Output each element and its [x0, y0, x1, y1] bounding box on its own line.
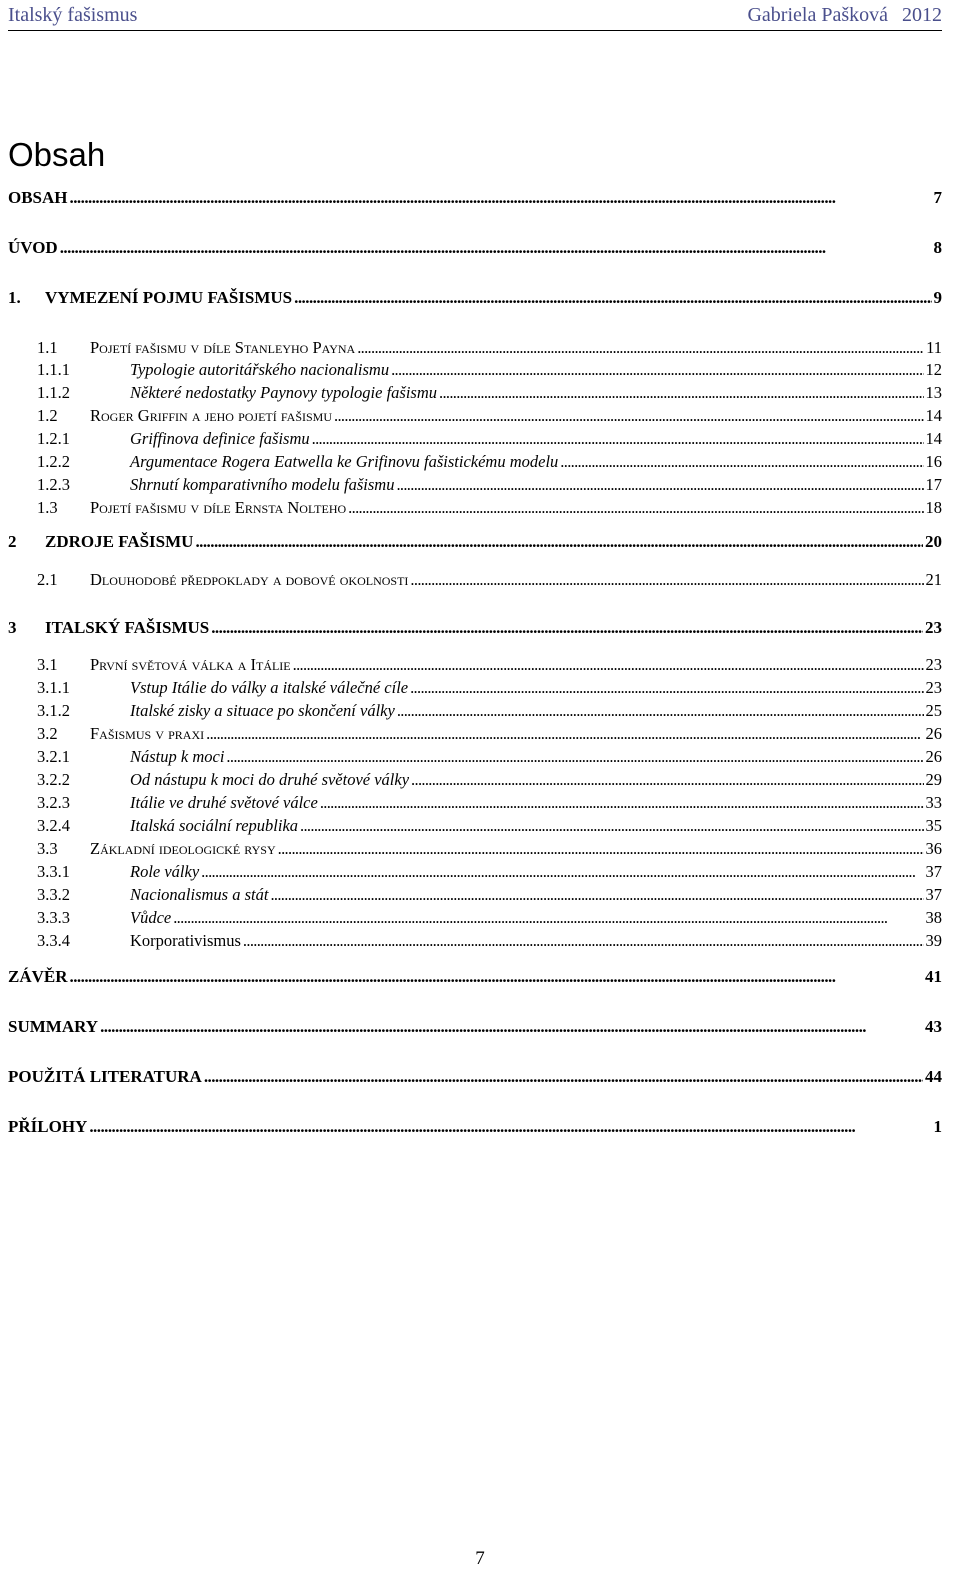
toc-entry[interactable]: [8, 967, 942, 987]
toc-entry-number: 3.1: [37, 655, 58, 674]
toc-leader: [439, 383, 924, 403]
toc-entry-number: 3.2.2: [37, 770, 70, 789]
toc-leader: [70, 967, 923, 987]
toc-entry-page: 9: [933, 288, 942, 307]
toc-entry-number: 1.2.2: [37, 452, 70, 471]
toc-entry-page: 39: [925, 931, 942, 950]
toc-entry-title: VYMEZENÍ POJMU FAŠISMUS: [45, 288, 293, 307]
toc-entry-page: 33: [925, 793, 942, 812]
toc-entry-page: 20: [925, 532, 942, 551]
toc-entry-number: 3.2.3: [37, 793, 70, 812]
toc-entry-title: ZÁVĚR: [8, 967, 68, 986]
toc-entry-title: Vůdce: [130, 908, 172, 927]
toc-entry[interactable]: [8, 1017, 942, 1037]
toc-entry-page: 11: [926, 338, 942, 357]
toc-entry-page: 44: [925, 1067, 942, 1086]
toc-entry-number: 3.3.4: [37, 931, 70, 950]
toc-entry-title: Griffinova definice fašismu: [130, 429, 310, 448]
toc-entry-title: Roger Griffin a jeho pojetí fašismu: [90, 406, 333, 425]
toc-entry-title: Základní ideologické rysy: [90, 839, 276, 858]
toc-entry-title: ITALSKÝ FAŠISMUS: [45, 618, 210, 637]
toc-entry-number: 2.1: [37, 570, 58, 589]
toc-entry-title: ÚVOD: [8, 238, 58, 257]
toc-leader: [70, 188, 932, 208]
toc-entry-page: 35: [925, 816, 942, 835]
toc-entry-number: 3.3.1: [37, 862, 70, 881]
toc-entry-number: 2: [8, 532, 17, 551]
toc-leader: [243, 931, 924, 951]
toc-leader: [89, 1117, 931, 1137]
toc-entry-page: 16: [925, 452, 942, 471]
toc-leader: [334, 406, 923, 426]
toc-entry-page: 25: [925, 701, 942, 720]
toc-leader: [320, 793, 924, 813]
toc-entry-title: Vstup Itálie do války a italské válečné cíle: [130, 678, 409, 697]
toc-leader: [312, 429, 924, 449]
toc-leader: [100, 1017, 923, 1037]
toc-entry-title: Některé nedostatky Paynovy typologie fašismu: [130, 383, 437, 402]
toc-entry[interactable]: [8, 862, 942, 882]
toc-entry[interactable]: [8, 816, 942, 836]
toc-entry[interactable]: [8, 1067, 942, 1087]
header-meta: [747, 4, 942, 27]
toc-entry[interactable]: [8, 338, 942, 358]
toc-entry[interactable]: [8, 429, 942, 449]
toc-leader: [60, 238, 932, 258]
toc-entry-number: 3.2.1: [37, 747, 70, 766]
toc-leader: [348, 498, 923, 518]
toc-leader: [173, 908, 923, 928]
toc-entry-page: 8: [933, 238, 942, 257]
toc-entry[interactable]: [8, 570, 942, 590]
toc-entry-number: 1.1: [37, 338, 58, 357]
toc-entry-number: 1.2.3: [37, 475, 70, 494]
toc-entry-page: 12: [925, 360, 942, 379]
page-number: 7: [475, 1548, 485, 1569]
toc-entry-title: Itálie ve druhé světové válce: [130, 793, 318, 812]
toc-entry[interactable]: [8, 360, 942, 380]
toc-entry-number: 1.2: [37, 406, 58, 425]
toc-entry-page: 21: [925, 570, 942, 589]
toc-entry-page: 36: [925, 839, 942, 858]
toc-leader: [357, 338, 924, 358]
toc-entry-page: 37: [925, 862, 942, 881]
toc-entry[interactable]: [8, 288, 942, 308]
toc-entry[interactable]: [8, 475, 942, 495]
toc-entry[interactable]: [8, 452, 942, 472]
toc-entry-title: Fašismus v praxi: [90, 724, 205, 743]
toc-entry-page: 14: [925, 406, 942, 425]
page-title: Obsah: [8, 136, 106, 173]
toc-entry[interactable]: [8, 701, 942, 721]
toc-entry-number: 3.3: [37, 839, 58, 858]
toc-entry-page: 37: [925, 885, 942, 904]
toc-entry-title: Shrnutí komparativního modelu fašismu: [130, 475, 395, 494]
toc-entry-title: Pojetí fašismu v díle Stanleyho Payna: [90, 338, 356, 357]
toc-entry-page: 18: [925, 498, 942, 517]
toc-entry-title: První světová válka a Itálie: [90, 655, 291, 674]
toc-entry-number: 1.: [8, 288, 21, 307]
toc-entry[interactable]: [8, 655, 942, 675]
toc-entry-title: OBSAH: [8, 188, 68, 207]
toc-entry-page: 23: [925, 678, 942, 697]
toc-entry-number: 1.2.1: [37, 429, 70, 448]
toc-leader: [270, 885, 923, 905]
toc-entry-number: 3.2: [37, 724, 58, 743]
toc-entry[interactable]: [8, 618, 942, 638]
toc-entry-number: 3.3.3: [37, 908, 70, 927]
toc-leader: [397, 701, 924, 721]
toc-entry-page: 41: [925, 967, 942, 986]
toc-entry-title: Typologie autoritářského nacionalismu: [130, 360, 390, 379]
toc-entry-title: Italská sociální republika: [130, 816, 299, 835]
toc-entry-page: 23: [925, 655, 942, 674]
toc-entry-page: 13: [925, 383, 942, 402]
toc-entry-title: POUŽITÁ LITERATURA: [8, 1067, 202, 1086]
header-year: 2012: [902, 3, 942, 26]
toc-entry-page: 1: [933, 1117, 942, 1136]
toc-entry[interactable]: [8, 793, 942, 813]
toc-leader: [411, 770, 923, 790]
toc-entry-title: Nacionalismus a stát: [130, 885, 269, 904]
toc-leader: [206, 724, 923, 744]
header-title: Italský fašismus: [8, 3, 138, 26]
toc-entry-number: 3.3.2: [37, 885, 70, 904]
toc-entry[interactable]: [8, 908, 942, 928]
toc-entry[interactable]: [8, 532, 942, 552]
toc-leader: [226, 747, 923, 767]
toc-entry[interactable]: [8, 839, 942, 859]
toc-leader: [294, 288, 931, 308]
toc-entry[interactable]: [8, 188, 942, 208]
toc-entry-page: 7: [933, 188, 942, 207]
toc-leader: [396, 475, 923, 495]
toc-entry-page: 14: [925, 429, 942, 448]
toc-leader: [195, 532, 923, 552]
toc-entry-page: 26: [925, 747, 942, 766]
toc-entry-title: Pojetí fašismu v díle Ernsta Nolteho: [90, 498, 347, 517]
toc-entry-number: 1.1.2: [37, 383, 70, 402]
toc-leader: [410, 570, 923, 590]
toc-leader: [278, 839, 924, 859]
toc-entry-page: 23: [925, 618, 942, 637]
toc-entry-number: 3.1.1: [37, 678, 70, 697]
toc-entry[interactable]: [8, 770, 942, 790]
toc-entry[interactable]: [8, 238, 942, 258]
toc-entry-title: Italské zisky a situace po skončení války: [130, 701, 395, 720]
toc-entry-number: 1.3: [37, 498, 58, 517]
toc-entry[interactable]: [8, 406, 942, 426]
toc-leader: [293, 655, 924, 675]
toc-entry-page: 29: [925, 770, 942, 789]
toc-leader: [391, 360, 923, 380]
toc-entry-title: Nástup k moci: [130, 747, 225, 766]
toc-entry[interactable]: [8, 1117, 942, 1137]
toc-leader: [300, 816, 923, 836]
toc-entry-number: 3.1.2: [37, 701, 70, 720]
toc-entry[interactable]: [8, 678, 942, 698]
toc-entry-title: Dlouhodobé předpoklady a dobové okolnosti: [90, 570, 409, 589]
header-author: Gabriela Pašková: [747, 3, 888, 26]
toc-entry[interactable]: [8, 747, 942, 767]
toc-entry-page: 43: [925, 1017, 942, 1036]
toc-entry-title: Od nástupu k moci do druhé světové války: [130, 770, 410, 789]
toc-entry[interactable]: [8, 885, 942, 905]
toc-entry-title: SUMMARY: [8, 1017, 99, 1036]
toc-entry-number: 1.1.1: [37, 360, 70, 379]
toc-leader: [204, 1067, 923, 1087]
toc-entry-number: 3.2.4: [37, 816, 70, 835]
toc-leader: [560, 452, 923, 472]
toc-entry[interactable]: [8, 931, 942, 951]
toc-entry-title: ZDROJE FAŠISMU: [45, 532, 194, 551]
toc-leader: [410, 678, 923, 698]
toc-entry-page: 26: [925, 724, 942, 743]
toc-entry-title: PŘÍLOHY: [8, 1117, 88, 1136]
toc-entry-page: 38: [925, 908, 942, 927]
toc-entry[interactable]: [8, 498, 942, 518]
toc-entry-title: Korporativismus: [130, 931, 241, 950]
toc-entry-page: 17: [925, 475, 942, 494]
toc-entry-title: Argumentace Rogera Eatwella ke Grifinovu fašistickému modelu: [130, 452, 559, 471]
toc-entry-number: 3: [8, 618, 17, 637]
toc-leader: [211, 618, 923, 638]
running-header: [8, 0, 942, 31]
toc-entry[interactable]: [8, 383, 942, 403]
toc-entry-title: Role války: [130, 862, 200, 881]
toc-leader: [201, 862, 923, 882]
toc-entry[interactable]: [8, 724, 942, 744]
